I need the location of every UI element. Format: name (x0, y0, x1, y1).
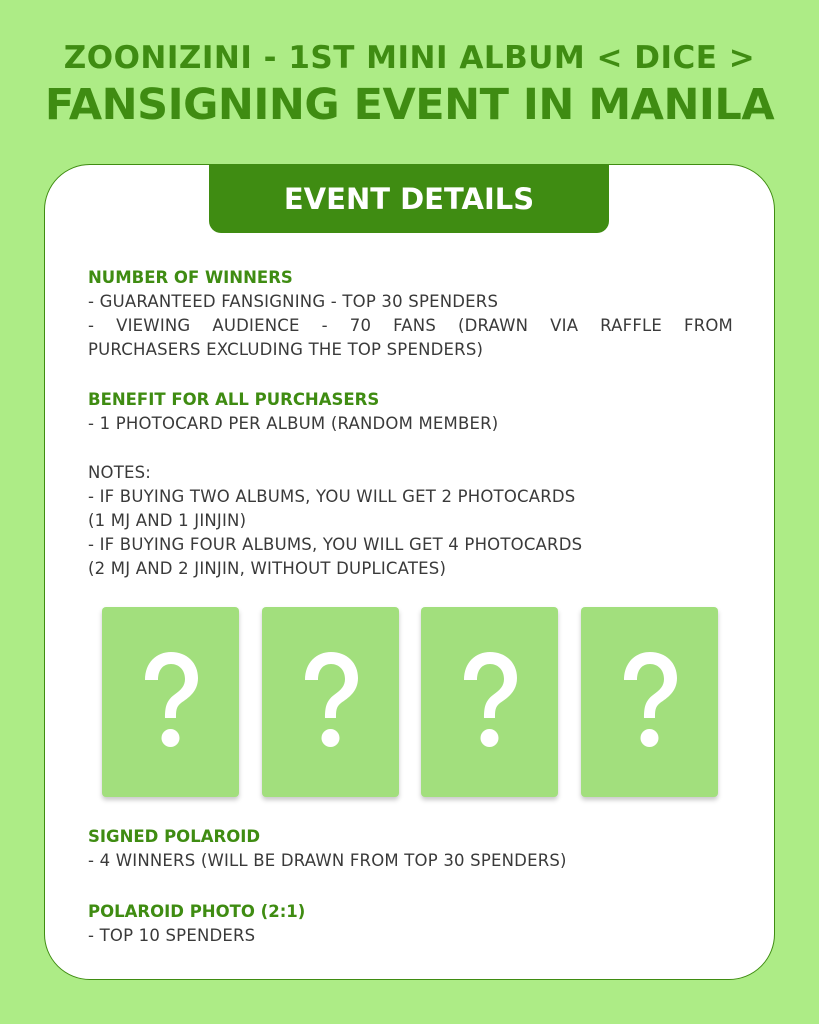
polaroid-heading: SIGNED POLAROID (88, 827, 261, 846)
question-mark-icon (291, 648, 371, 756)
winners-word: AUDIENCE (212, 316, 300, 335)
polaroid-line-1: - 4 WINNERS (WILL BE DRAWN FROM TOP 30 SPENDERS) (88, 851, 567, 870)
notes-line-3: - IF BUYING FOUR ALBUMS, YOU WILL GET 4 PHOTOCARDS (88, 535, 583, 554)
winners-section (88, 266, 733, 362)
photocard-placeholder (421, 607, 558, 797)
winners-word: - (88, 316, 95, 335)
winners-word: VIEWING (116, 316, 191, 335)
page-title: FANSIGNING EVENT IN MANILA (44, 80, 775, 130)
benefit-heading: BENEFIT FOR ALL PURCHASERS (88, 390, 380, 409)
winners-line-1: - GUARANTEED FANSIGNING - TOP 30 SPENDERS (88, 292, 499, 311)
winners-word: (DRAWN (457, 316, 529, 335)
winners-word: 70 (349, 316, 372, 335)
winners-word: FANS (393, 316, 437, 335)
winners-word: RAFFLE (600, 316, 663, 335)
winners-word: - (321, 316, 328, 335)
tab-label: EVENT DETAILS (283, 181, 535, 216)
photocard-placeholder (102, 607, 239, 797)
photocard-placeholder (262, 607, 399, 797)
photocard-placeholder (581, 607, 718, 797)
notes-line-4: (2 MJ AND 2 JINJIN, WITHOUT DUPLICATES) (88, 559, 447, 578)
notes-heading: NOTES: (88, 463, 152, 482)
winners-line-2 (88, 314, 733, 338)
notes-line-1: - IF BUYING TWO ALBUMS, YOU WILL GET 2 PHOTOCARDS (88, 487, 576, 506)
winners-line-3: PURCHASERS EXCLUDING THE TOP SPENDERS) (88, 340, 484, 359)
winners-word: FROM (684, 316, 733, 335)
winners-word: VIA (550, 316, 579, 335)
benefit-section (88, 388, 733, 436)
polaroid-photo-line-1: - TOP 10 SPENDERS (88, 926, 256, 945)
notes-line-2: (1 MJ AND 1 JINJIN) (88, 511, 247, 530)
notes-section (88, 461, 733, 581)
polaroid-photo-heading: POLAROID PHOTO (2:1) (88, 902, 306, 921)
question-mark-icon (610, 648, 690, 756)
polaroid-photo-section (88, 900, 733, 948)
winners-heading: NUMBER OF WINNERS (88, 268, 293, 287)
question-mark-icon (131, 648, 211, 756)
question-mark-icon (450, 648, 530, 756)
title-subheading: ZOONIZINI - 1ST MINI ALBUM < DICE > (63, 40, 756, 76)
event-details-tab (209, 164, 609, 233)
polaroid-section (88, 825, 733, 873)
benefit-line-1: - 1 PHOTOCARD PER ALBUM (RANDOM MEMBER) (88, 414, 499, 433)
